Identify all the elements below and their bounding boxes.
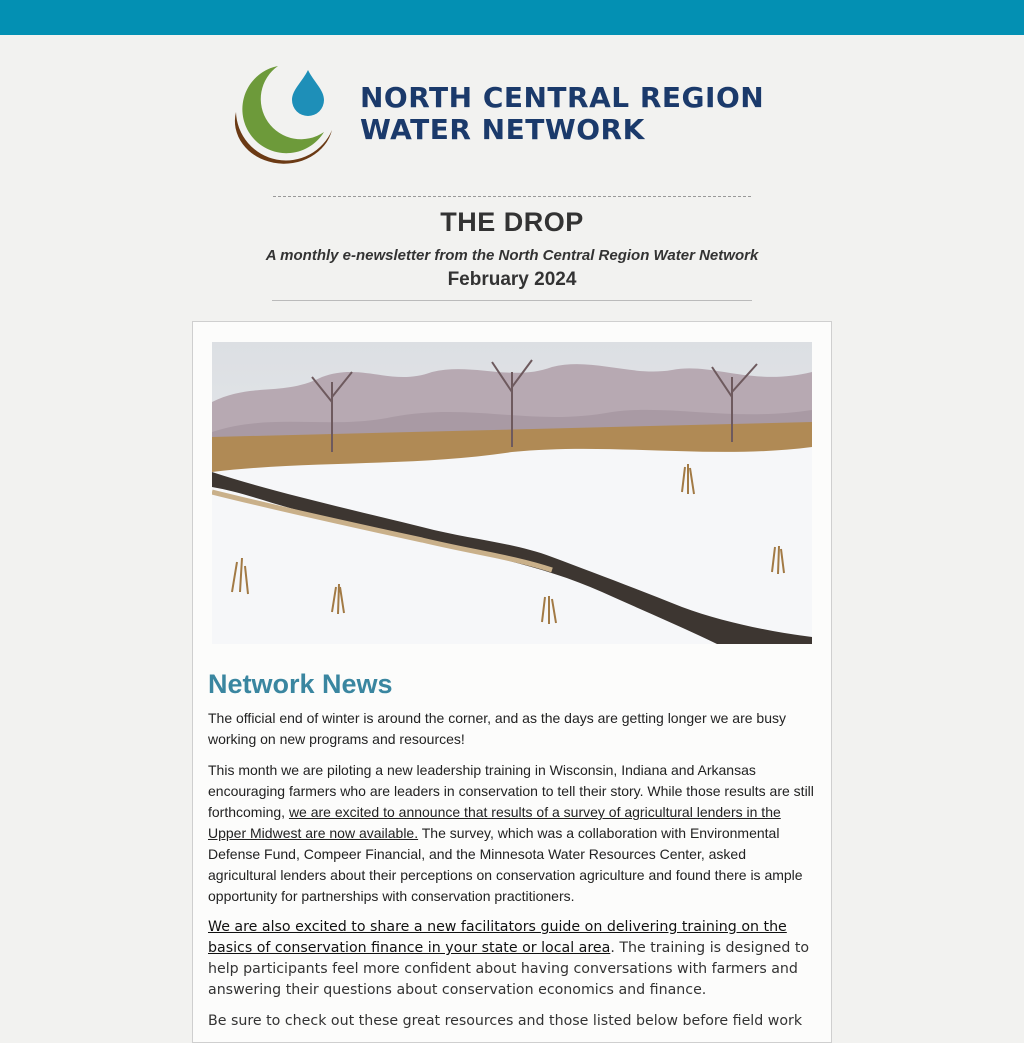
logo-line-1: NORTH CENTRAL REGION [360, 81, 765, 114]
logo-line-2: WATER NETWORK [360, 113, 645, 146]
news-paragraph-2-text-a: This month we are piloting a new leadership training in Wisconsin, Indiana and Arkansas encouraging farmers who are leaders in conservation to tell their story. While those results are still forthcoming, [208, 762, 814, 820]
news-paragraph-3 [208, 917, 816, 1001]
newsletter-title: THE DROP [440, 207, 584, 237]
divider-solid [272, 300, 752, 301]
snowy-creek-image [212, 342, 812, 644]
news-content [208, 668, 816, 1042]
facilitators-guide-link[interactable]: We are also excited to share a new facilitators guide on delivering training on the basics of conservation finance in your state or local area [208, 919, 787, 956]
lender-survey-link[interactable]: we are excited to announce that results of a survey of agricultural lenders in the Upper Midwest are now available. [208, 804, 781, 841]
news-paragraph-4: Be sure to check out these great resources and those listed below before field work [208, 1013, 803, 1029]
divider-dashed [273, 196, 751, 197]
news-paragraph-2-text-b: The survey, which was a collaboration with Environmental Defense Fund, Compeer Financial, and the Minnesota Water Resources Center, asked agricultural lenders about their perceptions on conservation agriculture and found there is ample opportunity for partnerships with conservation practitioners. [208, 825, 803, 904]
news-paragraph-2 [208, 760, 816, 907]
section-heading-network-news: Network News [208, 669, 393, 699]
newsletter-subtitle: A monthly e-newsletter from the North Central Region Water Network [265, 247, 759, 264]
newsletter-date: February 2024 [447, 269, 577, 290]
organization-logo[interactable] [228, 60, 798, 175]
news-paragraph-3-text: . The training is designed to help participants feel more confident about having conversations with farmers and answering their questions about conservation economics and finance. [208, 940, 810, 998]
news-paragraph-1: The official end of winter is around the corner, and as the days are getting longer we are busy working on new programs and resources! [208, 710, 786, 747]
logo-text [360, 82, 764, 146]
top-banner [0, 0, 1024, 35]
water-drop-logo-icon [228, 60, 343, 175]
newsletter-card [192, 321, 832, 1043]
hero-image [212, 342, 812, 644]
